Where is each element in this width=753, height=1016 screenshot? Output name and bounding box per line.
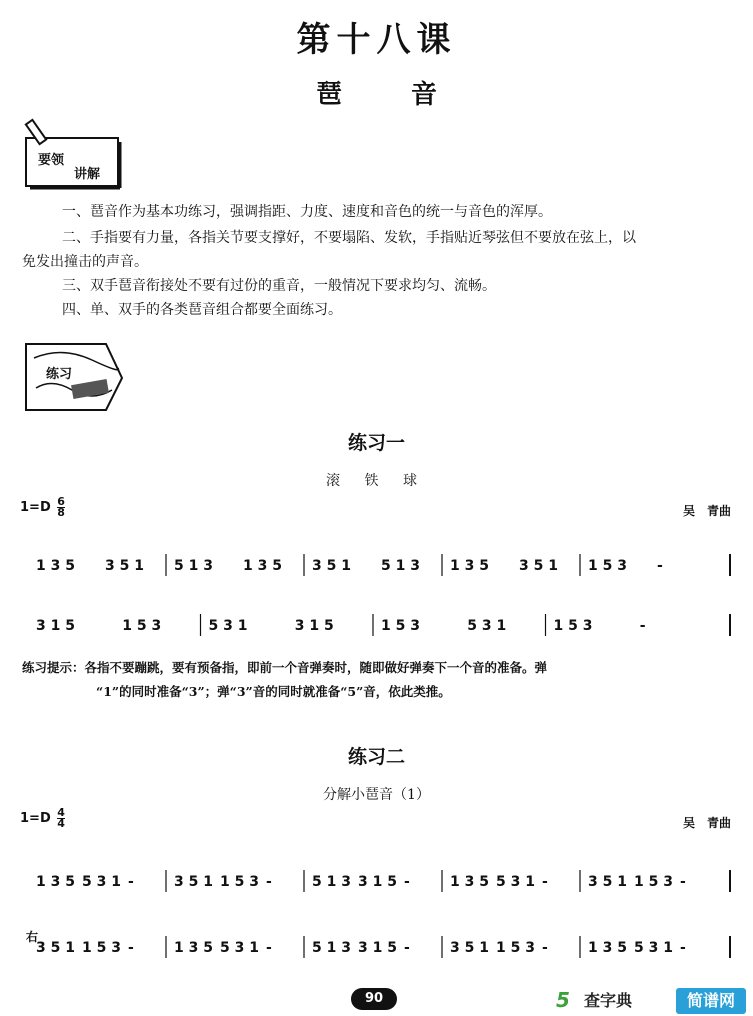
ex1l1-note-group: 1 5 3 [588,558,627,574]
exercise1-time-signature: $\frac{6}{8}$ [57,495,65,519]
paragraph-2: 二、手指要有力量，各指关节要支撑好，不要塌陷、发软，手指贴近琴弦但不要放在弦上，以 [62,230,636,246]
ex2l2-note-group: 1 5 3 [82,940,121,956]
tip-line-1: 各指不要蹦跳，要有预备指，即前一个音弹奏时，随即做好弹奏下一个音的准备。弹 [84,660,548,675]
ex2l2-note-group: 3 5 1 [450,940,489,956]
ex2l1-note-group: 3 1 5 [358,874,397,890]
ex2l2-note-group: 5 3 1 [220,940,259,956]
ex2l1-note-group: 1 3 5 [450,874,489,890]
ex1l1-note-group: - [657,558,663,574]
ex2l2-note-group: - [128,940,134,956]
ex2l1-note-group: 5 3 1 [496,874,535,890]
ex2l1-note-group: - [680,874,686,890]
ex1l1-note-group: 1 3 5 [243,558,282,574]
ex1l2-note-group: 3 1 5 [36,618,75,634]
ex1l2-note-group: 3 1 5 [294,618,334,634]
exercise1-title: 练习一 [347,432,405,454]
explanation-label-2: 讲解 [74,167,101,182]
watermark-logo: 5 [556,988,570,1012]
ex2l1-note-group: 3 5 1 [588,874,627,890]
ex2l2-note-group: 1 3 5 [174,940,213,956]
exercise2-key-signature: 1=D $\frac{4}{4}$ [20,806,65,830]
ex2l1-note-group: 3 5 1 [174,874,213,890]
paragraph-2-continued: 免发出撞击的声音。 [22,254,148,270]
exercise1-tip [22,656,738,680]
ex2l1-note-group: 5 1 3 [312,874,351,890]
ex1l1-note-group: 1 3 5 [450,558,489,574]
tip-lead: 练习提示： [22,660,85,675]
ex2l1-note-group: - [404,874,410,890]
ex2l1-note-group: 1 5 3 [634,874,673,890]
lesson-subtitle: 琶 音 [315,80,438,110]
ex1l2-note-group: 5 3 1 [467,618,507,634]
paragraph-1: 一、琶音作为基本功练习，强调指距、力度、速度和音色的统一与音色的浑厚。 [62,204,552,220]
watermark-tag: 简谱网 [676,988,746,1014]
ex1l1-note-group: 1 3 5 [36,558,75,574]
ex1l1-note-group: 5 1 3 [381,558,420,574]
paragraph-4: 四、单、双手的各类琶音组合都要全面练习。 [62,302,342,318]
practice-icon [22,338,126,414]
ex2l2-note-group: 1 3 5 [588,940,627,956]
ex2l1-note-group: - [542,874,548,890]
exercise2-time-signature: $\frac{4}{4}$ [57,806,65,830]
exercise1-composer: 吴 青曲 [682,504,731,518]
watermark-text: 查字典 [584,991,633,1010]
ex2l2-note-group: 5 1 3 [312,940,351,956]
exercise2-title: 练习二 [347,746,405,768]
ex1l2-note-group: 5 3 1 [208,618,248,634]
exercise2-staff-line2 [26,916,738,972]
exercise2-staff-line1 [26,850,738,906]
ex1l2-note-group: 1 5 3 [553,618,593,634]
exercise1-key-signature: 1=D $\frac{6}{8}$ [20,495,65,519]
paragraph-3: 三、双手琶音衔接处不要有过份的重音，一般情况下要求均匀、流畅。 [62,278,496,294]
ex1l2-note-group: 1 5 3 [122,618,162,634]
ex1l1-note-group: 3 5 1 [312,558,351,574]
exercise2-composer: 吴 青曲 [682,816,731,830]
ex2l2-note-group: - [680,940,686,956]
exercise1-staff-line1 [26,540,738,586]
ex1l2-note-group: 1 5 3 [381,618,420,634]
exercise1-staff-line2 [26,600,738,646]
ex2l2-note-group: 3 5 1 [36,940,75,956]
ex2l1-note-group: - [128,874,134,890]
ex2l2-note-group: 3 1 5 [358,940,397,956]
ex2l2-note-group: 1 5 3 [496,940,535,956]
ex2l1-note-group: 1 5 3 [220,874,259,890]
ex2l1-note-group: - [266,874,272,890]
ex2l2-note-group: - [266,940,272,956]
ex1l1-note-group: 5 1 3 [174,558,213,574]
exercise1-tip-line-2: “1”的同时准备“3”；弹“3”音的同时就准备“5”音，依此类推。 [96,684,451,699]
ex1l2-note-group: - [639,618,646,634]
ex2l2-note-group: - [542,940,548,956]
page-number: 90 [351,988,397,1010]
explanation-label-1: 要领 [38,153,65,168]
ex1l1-note-group: 3 5 1 [105,558,144,574]
ex2l1-note-group: 1 3 5 [36,874,75,890]
exercise2-song-title: 分解小琶音（1） [323,787,430,803]
exercise2-hand-label: 右 [26,930,39,944]
ex2l2-note-group: - [404,940,410,956]
explanation-box-icon [22,116,122,190]
exercise1-song-title: 滚 铁 球 [326,473,427,489]
ex2l2-note-group: 5 3 1 [634,940,673,956]
ex2l1-note-group: 5 3 1 [82,874,121,890]
lesson-title: 第十八课 [296,20,457,60]
ex1l1-note-group: 3 5 1 [519,558,558,574]
practice-label: 练习 [46,367,73,382]
